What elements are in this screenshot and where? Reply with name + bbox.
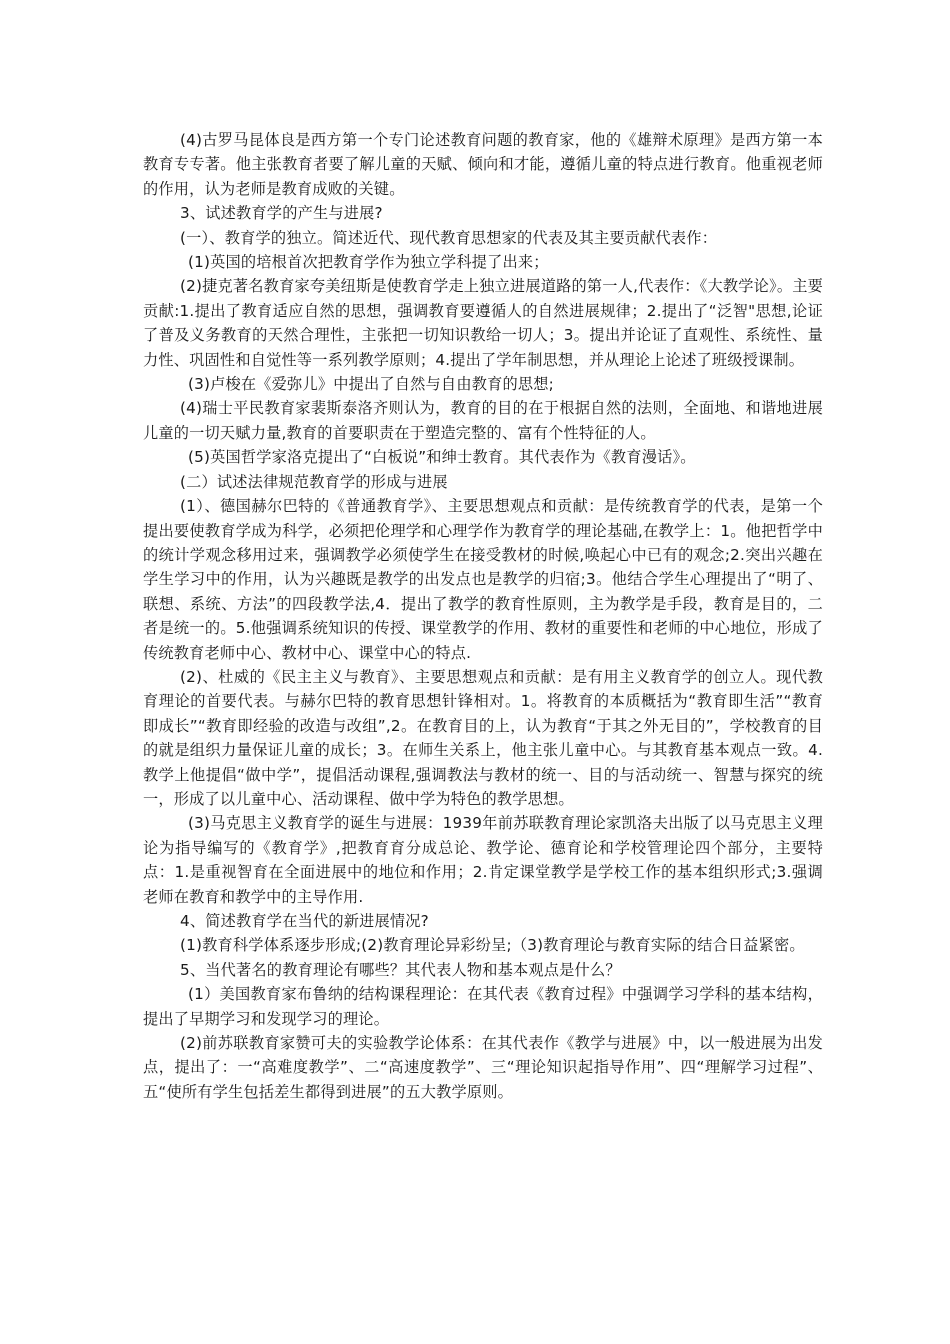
document-body	[143, 128, 823, 1104]
paragraph-zankov: (2)前苏联教育家赞可夫的实验教学论体系：在其代表作《教学与进展》中，以一般进展为出发点，提出了：一“高难度教学”、二“高速度教学”、三“理论知识起指导作用”、四“理解学习过程”、五“使所有学生包括差生都得到进展”的五大教学原则。	[143, 1034, 823, 1101]
paragraph-marxist-pedagogy: (3)马克思主义教育学的诞生与进展：1939年前苏联教育理论家凯洛夫出版了以马克思主义理论为指导编写的《教育学》,把教育育分成总论、教学论、德育论和学校管理论四个部分，主要特点：1.是重视智育在全面进展中的地位和作用；2.肯定课堂教学是学校工作的基本组织形式;3.强调老师在教育和教学中的主导作用.	[143, 814, 823, 906]
paragraph-comenius: (2)捷克著名教育家夸美纽斯是使教育学走上独立进展道路的第一人,代表作：《大教学论》。主要贡献:1.提出了教育适应自然的思想，强调教育要遵循人的自然进展规律；2.提出了“泛智"思想,论证了普及义务教育的天然合理性，主张把一切知识教给一切人；3。提出并论证了直观性、系统性、量力性、巩固性和自觉性等一系列教学原则；4.提出了学年制思想，并从理论上论述了班级授课制。	[143, 277, 823, 369]
paragraph-dewey: (2)、杜威的《民主主义与教育》、主要思想观点和贡献：是有用主义教育学的创立人。现代教育理论的首要代表。与赫尔巴特的教育思想针锋相对。1。将教育的本质概括为“教育即生活”“教育即成长”“教育即经验的改造与改组”,2。在教育目的上，认为教育“于其之外无目的”，学校教育的目的就是组织力量保证儿童的成长；3。在师生关系上，他主张儿童中心。与其教育基本观点一致。4.教学上他提倡“做中学”，提倡活动课程,强调教法与教材的统一、目的与活动统一、智慧与探究的统一，形成了以儿童中心、活动课程、做中学为特色的教学思想。	[143, 667, 823, 808]
question-5-heading: 5、当代著名的教育理论有哪些？其代表人物和基本观点是什么？	[180, 960, 621, 979]
paragraph-new-developments: (1)教育科学体系逐步形成;(2)教育理论异彩纷呈;（3)教育理论与教育实际的结合日益紧密。	[180, 936, 805, 955]
paragraph-bruner: (1）美国教育家布鲁纳的结构课程理论：在其代表《教育过程》中强调学习学科的基本结构，提出了早期学习和发现学习的理论。	[143, 985, 823, 1028]
paragraph-herbart: (1）、德国赫尔巴特的《普通教育学》、主要思想观点和贡献：是传统教育学的代表，是第一个提出要使教育学成为科学，必须把伦理学和心理学作为教育学的理论基础,在教学上：1。他把哲学中的统计学观念移用过来，强调教学必须使学生在接受教材的时候,唤起心中已有的观念;2.突出兴趣在学生学习中的作用，认为兴趣既是教学的出发点也是教学的归宿;3。他结合学生心理提出了“明了、联想、系统、方法”的四段教学法,4．提出了教学的教育性原则，主为教学是手段，教育是目的，二者是统一的。5.他强调系统知识的传授、课堂教学的作用、教材的重要性和老师的中心地位，形成了传统教育老师中心、教材中心、课堂中心的特点.	[143, 497, 823, 662]
question-3-heading: 3、试述教育学的产生与进展?	[180, 204, 383, 223]
section-1-heading: (一）、教育学的独立。简述近代、现代教育思想家的代表及其主要贡献代表作：	[180, 228, 718, 247]
paragraph-bacon: (1)英国的培根首次把教育学作为独立学科提了出来；	[188, 253, 549, 272]
paragraph-locke: (5)英国哲学家洛克提出了“白板说”和绅士教育。其代表作为《教育漫话》。	[188, 448, 696, 467]
paragraph-quintilian: (4)古罗马昆体良是西方第一个专门论述教育问题的教育家，他的《雄辩术原理》是西方第一本教育专专著。他主张教育者要了解儿童的天赋、倾向和才能，遵循儿童的特点进行教育。他重视老师的作用，认为老师是教育成败的关键。	[143, 131, 823, 198]
paragraph-rousseau: (3)卢梭在《爱弥儿》中提出了自然与自由教育的思想;	[188, 375, 554, 394]
paragraph-pestalozzi: (4)瑞士平民教育家裴斯泰洛齐则认为，教育的目的在于根据自然的法则，全面地、和谐地进展儿童的一切天赋力量,教育的首要职责在于塑造完整的、富有个性特征的人。	[143, 399, 823, 442]
question-4-heading: 4、简述教育学在当代的新进展情况?	[180, 912, 429, 930]
section-2-heading: (二）试述法律规范教育学的形成与进展	[180, 472, 448, 491]
